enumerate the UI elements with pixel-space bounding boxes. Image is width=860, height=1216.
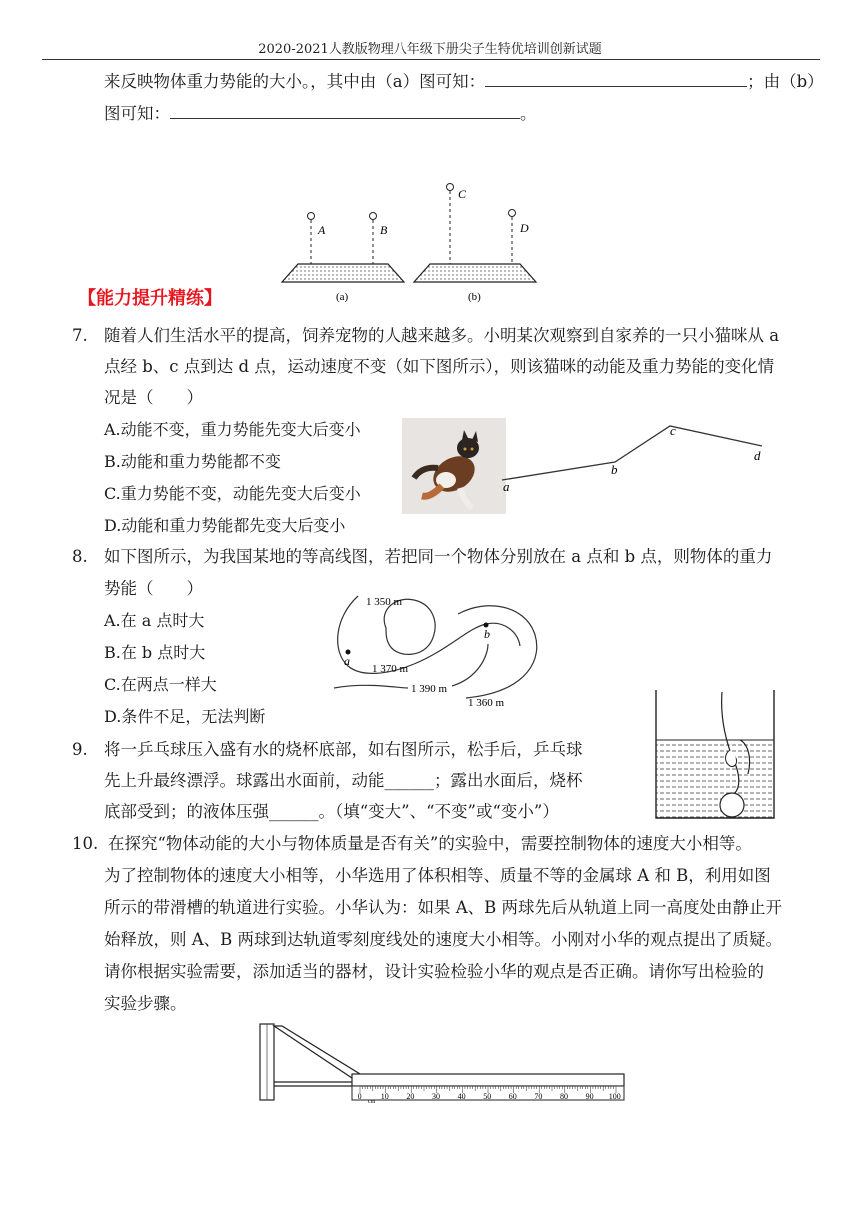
label-a: A: [318, 223, 326, 237]
q7-number: 7.: [72, 326, 88, 345]
q8-option-d[interactable]: D.条件不足，无法判断: [104, 707, 266, 726]
q10-line-3: 所示的带滑槽的轨道进行实验。小华认为：如果 A、B 两球先后从轨道上同一高度处由静止开: [104, 898, 783, 917]
q7-line-3: 况是（ ）: [104, 388, 203, 407]
q10-line-4: 始释放，则 A、B 两球到达轨道零刻度线处的速度大小相等。小刚对小华的观点提出了质疑。: [104, 930, 783, 949]
ping-pong-ball-icon: [720, 793, 744, 817]
intro-line-2: [104, 102, 537, 125]
cat-path-diagram: [500, 420, 772, 492]
ruler-tick-label: 60: [508, 1092, 517, 1101]
contour-1360: [458, 606, 537, 698]
q8-option-b[interactable]: B.在 b 点时大: [104, 643, 206, 662]
q10-line-5: 请你根据实验需要，添加适当的器材，设计实验检验小华的观点是否正确。请你写出检验的: [104, 962, 764, 981]
header-divider: [42, 59, 820, 60]
horizontal-track: [352, 1074, 624, 1086]
platform-b: [414, 264, 536, 282]
ruler-tick-label: 70: [534, 1092, 543, 1101]
intro-text-1a: 来反映物体重力势能的大小。，其中由（a）图可知：: [104, 72, 486, 91]
ruler-tick-label: 20: [406, 1092, 415, 1101]
q9-line-1: 将一乒乓球压入盛有水的烧杯底部，如右图所示，松手后，乒乓球: [104, 740, 583, 759]
q7-option-a[interactable]: A.动能不变，重力势能先变大后变小: [104, 420, 361, 439]
intro-text-2a: 图可知：: [104, 104, 170, 123]
q9-number: 9.: [72, 740, 88, 759]
path-label-d: d: [754, 448, 761, 463]
caption-a: (a): [336, 291, 349, 303]
contour-label-1350: 1 350 m: [366, 596, 403, 608]
ball-b-icon: [370, 213, 377, 220]
q7-option-c[interactable]: C.重力势能不变，动能先变大后变小: [104, 484, 361, 503]
q8-option-c[interactable]: C.在两点一样大: [104, 675, 217, 694]
section-title: 【能力提升精练】: [78, 288, 222, 309]
ruler-tick-label: 30: [432, 1092, 440, 1101]
path-label-c: c: [670, 423, 676, 438]
ruler-unit: cm: [368, 1099, 376, 1104]
point-label-b: b: [484, 627, 490, 641]
cat-photo: [402, 418, 506, 514]
ruler-tick-label: 40: [457, 1092, 466, 1101]
ramp: [274, 1026, 360, 1078]
ruler-tick-label: 90: [585, 1092, 594, 1101]
contour-label-1390: 1 390 m: [411, 683, 448, 695]
label-b: B: [380, 223, 388, 237]
label-c: C: [458, 187, 467, 201]
q7-option-d[interactable]: D.动能和重力势能都先变大后变小: [104, 516, 346, 535]
track-ruler-diagram: [256, 1022, 628, 1104]
q9-line-3: 底部受到；的液体压强______。（填“变大”、“不变”或“变小”）: [104, 802, 559, 821]
contour-map-diagram: [328, 588, 590, 716]
ball-d-icon: [509, 210, 516, 217]
q10-line-6: 实验步骤。: [104, 994, 187, 1013]
q8-number: 8.: [72, 547, 88, 566]
beaker-diagram: [648, 688, 784, 822]
water: [656, 740, 774, 818]
contour-1390-right: [452, 644, 488, 686]
q10-line-2: 为了控制物体的速度大小相等，小华选用了体积相等、质量不等的金属球 A 和 B，利用如图: [104, 866, 771, 885]
q10-number: 10.: [72, 834, 99, 853]
q8-line-2: 势能（ ）: [104, 579, 203, 598]
q8-line-1: 如下图所示，为我国某地的等高线图，若把同一个物体分别放在 a 点和 b 点，则物体的重力: [104, 547, 773, 566]
figure-ab-diagram: [272, 178, 548, 306]
caption-b: (b): [468, 291, 481, 303]
point-label-a: a: [344, 654, 350, 668]
contour-1390-left: [334, 685, 408, 688]
ruler-tick-label: 50: [483, 1092, 492, 1101]
answer-blank[interactable]: [170, 102, 520, 119]
q8-option-a[interactable]: A.在 a 点时大: [104, 611, 205, 630]
path-label-b: b: [611, 462, 618, 477]
ball-a-icon: [308, 213, 315, 220]
platform-a: [282, 264, 404, 282]
path-label-a: a: [503, 479, 510, 492]
q7-line-1: 随着人们生活水平的提高，饲养宠物的人越来越多。小明某次观察到自家养的一只小猫咪从 a: [104, 326, 780, 345]
intro-line-1: [104, 70, 824, 93]
page-header: 2020-2021人教版物理八年级下册尖子生特优培训创新试题: [258, 42, 602, 57]
contour-label-1370: 1 370 m: [372, 663, 409, 675]
ruler-tick-label: 100: [608, 1092, 621, 1101]
q7-line-2: 点经 b、c 点到达 d 点，运动速度不变（如下图所示），则该猫咪的动能及重力势能的变化情: [104, 357, 775, 376]
answer-blank[interactable]: [485, 70, 747, 87]
contour-label-1360: 1 360 m: [468, 697, 505, 709]
intro-text-1b: ；由（b）: [747, 72, 824, 91]
ball-c-icon: [447, 184, 454, 191]
label-d: D: [520, 221, 529, 235]
ruler-tick-label: 0: [357, 1092, 362, 1101]
q7-option-b[interactable]: B.动能和重力势能都不变: [104, 452, 281, 471]
ruler-tick-label: 10: [380, 1092, 389, 1101]
q10-line-1: 在探究“物体动能的大小与物体质量是否有关”的实验中，需要控制物体的速度大小相等。: [108, 834, 752, 853]
ruler-tick-label: 80: [560, 1092, 568, 1101]
intro-text-2b: 。: [520, 104, 537, 123]
motion-path: [502, 426, 762, 480]
q9-line-2: 先上升最终漂浮。球露出水面前，动能______；露出水面后，烧杯: [104, 771, 583, 790]
